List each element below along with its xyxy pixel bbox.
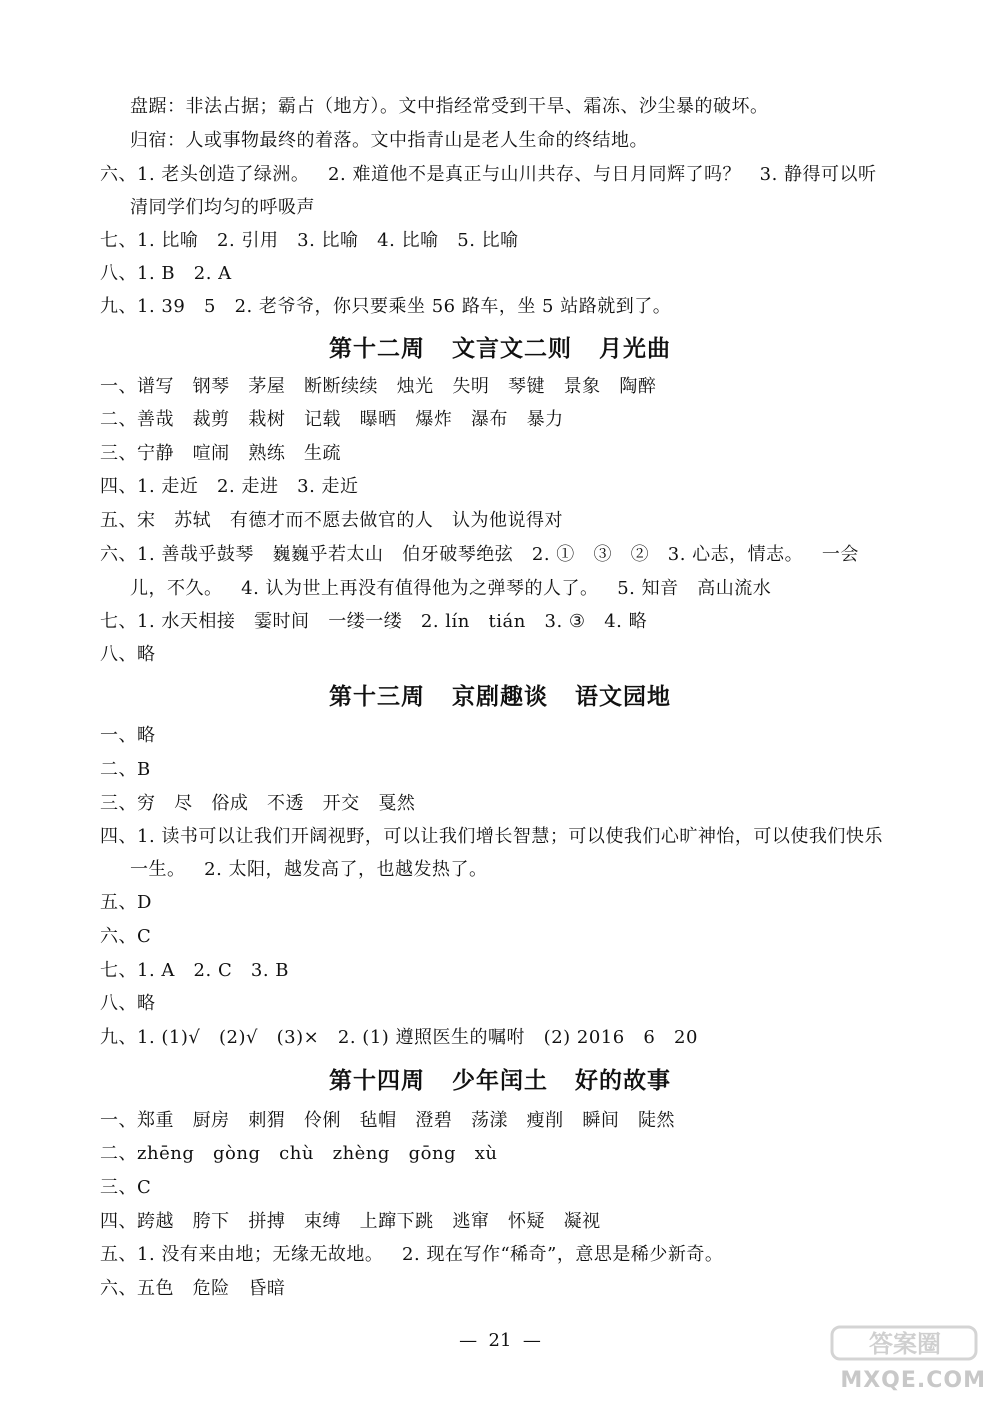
text-line: 四、跨越 胯下 拼搏 束缚 上蹿下跳 逃窜 怀疑 凝视 [100, 1211, 601, 1232]
site-watermark [826, 1323, 986, 1393]
text-line: 六、C [100, 926, 152, 947]
text-line: 清同学们均匀的呼吸声 [130, 197, 315, 218]
watermark-site: MXQE.COM [840, 1368, 986, 1393]
text-line: 三、C [100, 1177, 152, 1198]
section-heading: 第十二周 文言文二则 月光曲 [328, 336, 672, 362]
page-number: — 21 — [459, 1330, 541, 1351]
text-line: 四、1. 读书可以让我们开阔视野，可以让我们增长智慧；可以使我们心旷神怡，可以使我们快乐 [100, 826, 883, 847]
text-line: 八、略 [100, 644, 156, 665]
text-line: 七、1. A 2. C 3. B [100, 960, 290, 981]
text-line: 七、1. 水天相接 霎时间 一缕一缕 2. lín tián 3. ③ 4. 略 [100, 611, 648, 632]
section-heading: 第十四周 少年闰土 好的故事 [328, 1068, 672, 1094]
text-line: 一、略 [100, 725, 156, 746]
text-line: 三、穷 尽 俗成 不透 开交 戛然 [100, 793, 416, 814]
text-line: 五、D [100, 892, 152, 913]
text-line: 二、zhēng gòng chù zhèng gōng xù [100, 1143, 498, 1164]
text-line: 盘踞：非法占据；霸占（地方）。文中指经常受到干旱、霜冻、沙尘暴的破坏。 [130, 96, 769, 117]
text-line: 六、1. 老头创造了绿洲。 2. 难道他不是真正与山川共存、与日月同辉了吗？ 3. 静得可以听 [100, 164, 877, 185]
text-line: 一、谱写 钢琴 茅屋 断断续续 烛光 失明 琴键 景象 陶醉 [100, 376, 657, 397]
text-line: 九、1. (1)√ (2)√ (3)× 2. (1) 遵照医生的嘱咐 (2) 2016 6 20 [100, 1027, 698, 1048]
text-line: 六、五色 危险 昏暗 [100, 1278, 286, 1299]
text-line: 儿，不久。 4. 认为世上再没有值得他为之弹琴的人了。 5. 知音 高山流水 [130, 578, 772, 599]
text-line: 五、1. 没有来由地；无缘无故地。 2. 现在写作“稀奇”，意思是稀少新奇。 [100, 1244, 724, 1265]
text-line: 八、1. B 2. A [100, 263, 232, 284]
text-line: 二、B [100, 759, 151, 780]
text-line: 五、宋 苏轼 有德才而不愿去做官的人 认为他说得对 [100, 510, 563, 531]
text-line: 八、略 [100, 993, 156, 1014]
text-line: 一生。 2. 太阳，越发高了，也越发热了。 [130, 859, 488, 880]
section-heading: 第十三周 京剧趣谈 语文园地 [328, 684, 672, 710]
text-line: 四、1. 走近 2. 走进 3. 走近 [100, 476, 359, 497]
text-line: 归宿：人或事物最终的着落。文中指青山是老人生命的终结地。 [130, 130, 648, 151]
text-line: 九、1. 39 5 2. 老爷爷，你只要乘坐 56 路车，坐 5 站路就到了。 [100, 296, 672, 317]
text-line: 三、宁静 喧闹 熟练 生疏 [100, 443, 341, 464]
watermark-logo-icon [830, 1323, 980, 1363]
text-line: 六、1. 善哉乎鼓琴 巍巍乎若太山 伯牙破琴绝弦 2. ① ③ ② 3. 心志，情志。 一会 [100, 544, 859, 565]
text-line: 一、郑重 厨房 刺猬 伶俐 毡帽 澄碧 荡漾 瘦削 瞬间 陡然 [100, 1110, 675, 1131]
text-line: 二、善哉 裁剪 栽树 记载 曝晒 爆炸 瀑布 暴力 [100, 409, 564, 430]
text-line: 七、1. 比喻 2. 引用 3. 比喻 4. 比喻 5. 比喻 [100, 230, 519, 251]
watermark-logo-text: 答案圈 [869, 1330, 941, 1358]
